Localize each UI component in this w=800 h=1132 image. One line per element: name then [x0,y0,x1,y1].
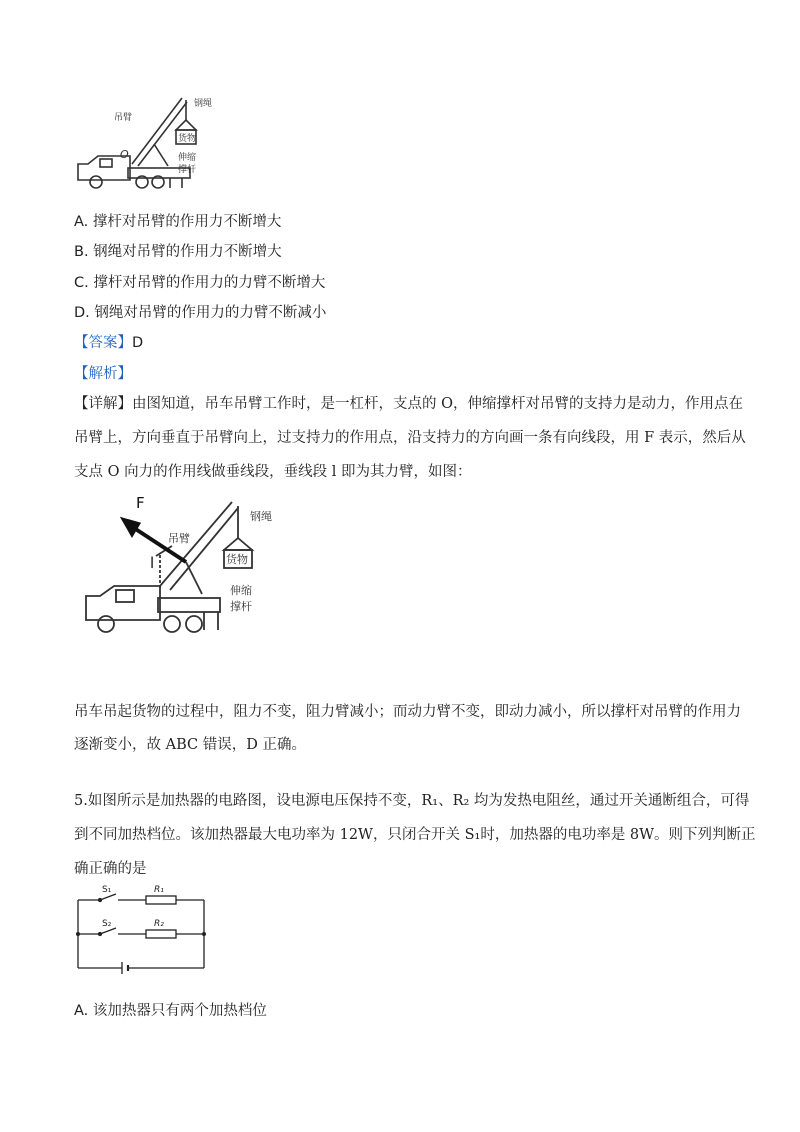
circuit-label-s2: S₂ [102,919,112,929]
fig2-label-cargo: 货物 [226,553,248,566]
conclusion-line-2: 逐渐变小，故 ABC 错误，D 正确。 [74,737,306,753]
crane-force-figure [76,490,306,640]
option-letter: C. [74,275,89,291]
circuit-label-s1: S₁ [102,885,112,895]
fig2-label-strut1: 伸缩 [230,584,252,597]
detail-line-2: 吊臂上，方向垂直于吊臂向上，过支持力的作用点，沿支持力的方向画一条有向线段，用 F 表示，然后从 [74,430,746,446]
detail-line-1 [74,394,743,414]
option-text: 撑杆对吊臂的作用力不断增大 [92,214,282,230]
option-text: 撑杆对吊臂的作用力的力臂不断增大 [93,275,326,291]
q5-line-2: 到不同加热档位。该加热器最大电功率为 12W，只闭合开关 S₁时，加热器的电功率是 8W。则下列判断正 [74,827,756,843]
q5-line-3: 确正确的是 [74,861,147,877]
analysis-label: 【解析】 [74,366,132,382]
option-letter: B. [74,244,89,260]
option-letter: D. [74,305,90,321]
option-text: 该加热器只有两个加热档位 [92,1003,267,1019]
crane-figure [70,92,230,192]
q5-line-1: 5.如图所示是加热器的电路图，设电源电压保持不变，R₁、R₂ 均为发热电阻丝，通过开关通断组合，可得 [74,793,750,809]
circuit-label-r1: R₁ [154,885,164,895]
conclusion-line-1: 吊车吊起货物的过程中，阻力不变，阻力臂减小；而动力臂不变，即动力减小，所以撑杆对吊臂的作用力 [74,704,741,720]
q4-option-b [74,242,282,262]
q4-option-d [74,303,326,323]
fig1-label-arm: 吊臂 [114,113,133,123]
option-text: 钢绳对吊臂的作用力的力臂不断减小 [94,305,327,321]
fig1-label-cargo: 货物 [178,134,197,144]
option-text: 钢绳对吊臂的作用力不断增大 [93,244,282,260]
fig2-label-strut2: 撑杆 [230,600,252,613]
q5-option-a [74,1001,267,1021]
fig2-label-rope: 钢绳 [250,510,272,523]
fig1-label-pivot: O [120,148,129,161]
option-letter: A. [74,1003,89,1019]
answer-label: 【答案】 [74,335,132,351]
answer-line [74,333,143,353]
circuit-diagram [70,882,215,974]
q4-option-a [74,212,281,232]
answer-value: D [132,335,144,351]
fig1-label-strut1: 伸缩 [178,153,197,163]
fig2-label-force: F [136,494,145,512]
fig2-label-arm-length: l [150,554,155,572]
fig2-label-arm: 吊臂 [168,532,190,545]
detail-text: 由图知道，吊车吊臂工作时，是一杠杆，支点的 O，伸缩撑杆对吊臂的支持力是动力，作用点在 [132,396,743,412]
q4-option-c [74,273,325,293]
fig1-label-strut2: 撑杆 [178,165,197,175]
circuit-label-r2: R₂ [154,919,164,929]
fig1-label-rope: 钢绳 [194,99,213,109]
detail-line-3: 支点 O 向力的作用线做垂线段，垂线段 l 即为其力臂，如图： [74,464,472,480]
option-letter: A. [74,214,89,230]
detail-label: 【详解】 [74,396,132,412]
